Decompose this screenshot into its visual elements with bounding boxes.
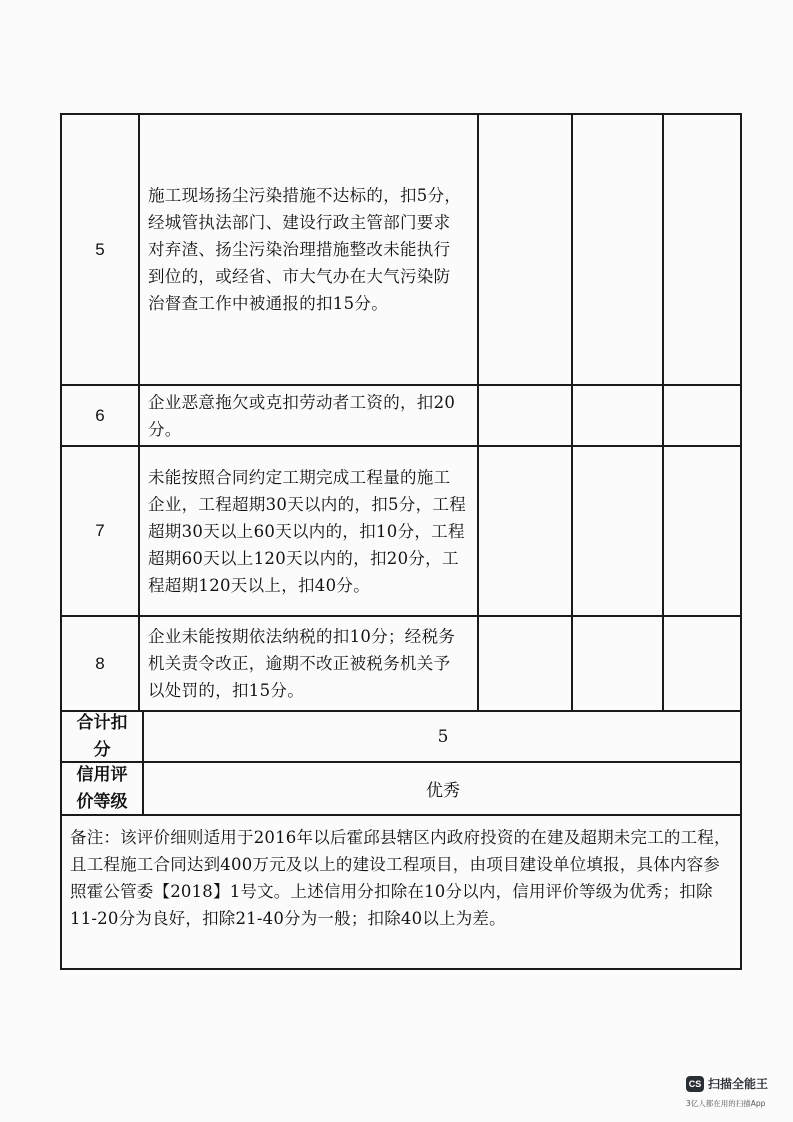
remarks-note: 备注：该评价细则适用于2016年以后霍邱县辖区内政府投资的在建及超期未完工的工程，且工程施工合同达到400万元及以上的建设工程项目，由项目建设单位填报，具体内容参照霍公管委【2018】1号文。上述信用分扣除在10分以内，信用评价等级为优秀；扣除11-20分为良好，扣除21-40分为一般；扣除40以上为差。	[70, 828, 731, 928]
col-divider-4	[662, 115, 664, 712]
watermark-name: 扫描全能王	[708, 1077, 769, 1091]
rating-value: 优秀	[426, 781, 460, 801]
row-number: 8	[95, 653, 105, 673]
row-content: 企业未能按期依法纳税的扣10分；经税务机关责令改正，逾期不改正被税务机关予以处罚的，扣15分。	[148, 627, 456, 700]
row-number: 7	[95, 521, 105, 540]
col-divider-2	[477, 115, 479, 712]
scanner-watermark	[686, 1076, 786, 1112]
row-content: 施工现场扬尘污染措施不达标的，扣5分，经城管执法部门、建设行政主管部门要求对弃渣、扬尘污染治理措施整改未能执行到位的，或经省、市大气办在大气污染防治督查工作中被通报的扣15分。	[148, 186, 462, 313]
watermark-tagline: 3亿人都在用的扫描App	[686, 1099, 766, 1108]
col-divider-3	[571, 115, 573, 712]
rating-label: 信用评价等级	[76, 764, 128, 812]
row-number: 6	[95, 405, 105, 425]
row-number: 5	[95, 239, 105, 259]
total-value: 5	[437, 726, 449, 747]
total-label: 合计扣分	[76, 712, 128, 760]
row-content: 未能按照合同约定工期完成工程量的施工企业，工程超期30天以内的，扣5分，工程超期30天以上60天以内的，扣10分，工程超期60天以上120天以内的，扣20分，工程超期120天以上，扣40分。	[148, 467, 466, 595]
row-content: 企业恶意拖欠或克扣劳动者工资的，扣20分。	[148, 392, 456, 439]
camscanner-logo-icon: CS	[686, 1076, 704, 1092]
evaluation-table	[60, 113, 742, 970]
